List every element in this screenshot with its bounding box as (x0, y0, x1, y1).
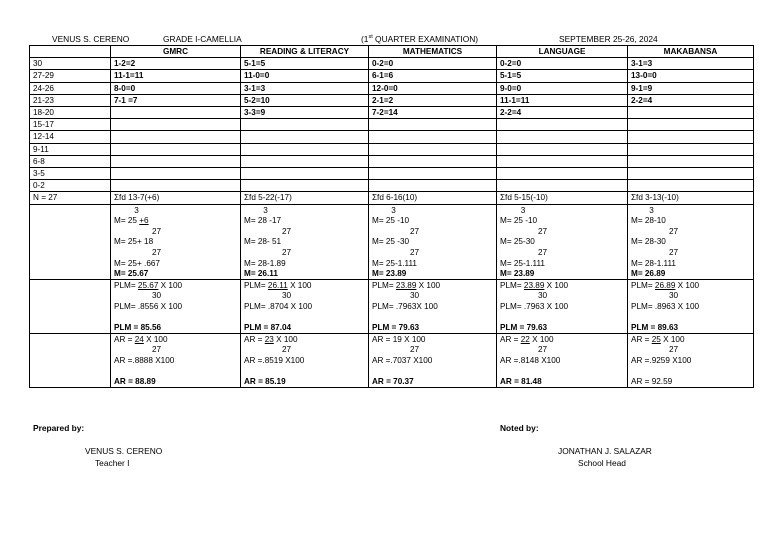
score-range-row (30, 107, 754, 119)
score-cell (111, 180, 241, 192)
score-cell: 6-1=6 (369, 70, 497, 82)
teacher-name: VENUS S. CERENO (52, 34, 130, 44)
score-cell: 0-2=0 (369, 58, 497, 70)
score-range-row (30, 58, 754, 70)
spacer (114, 366, 237, 377)
sum-fd-row (30, 192, 754, 204)
score-cell (628, 143, 754, 155)
ar-computation-row (30, 333, 754, 387)
divisor-line: 30 (410, 291, 420, 301)
plm-computation-cell (628, 279, 754, 333)
spacer (372, 312, 493, 323)
divisor-line: 27 (669, 345, 679, 355)
plm-computation-cell (111, 279, 241, 333)
preparer-name: VENUS S. CERENO (85, 446, 163, 456)
mean-formula-line: M= 25 +6 (114, 216, 149, 226)
score-cell: 5-2=10 (241, 94, 369, 106)
ar-result: AR = 70.37 (372, 377, 414, 387)
sum-fd-cell: Ʃfd 5-22(-17) (241, 192, 369, 204)
score-cell: 9-0=0 (497, 82, 628, 94)
spacer (372, 366, 493, 377)
plm-formula-line: PLM= .7963X 100 (372, 301, 438, 311)
score-cell (111, 143, 241, 155)
score-cell: 11-0=0 (241, 70, 369, 82)
score-cell: 2-1=2 (369, 94, 497, 106)
score-range-row (30, 94, 754, 106)
mean-formula-line: M= 25 -10 (372, 216, 410, 226)
score-cell: 11-1=11 (497, 94, 628, 106)
prepared-by-label: Prepared by: (33, 423, 85, 433)
mean-result: M= 23.89 (500, 269, 535, 279)
mean-formula-line: M= 28-1.111 (631, 258, 676, 268)
divisor-line: 27 (669, 226, 679, 236)
divisor-line: 30 (152, 291, 162, 301)
score-range-row (30, 180, 754, 192)
score-cell: 5-1=5 (497, 70, 628, 82)
mean-computation-cell (628, 204, 754, 279)
divisor-line: 30 (669, 291, 679, 301)
empty-label-cell (30, 333, 111, 387)
mean-formula-line: M= 28-10 (631, 216, 666, 226)
plm-formula-line: PLM= 26.89 X 100 (631, 280, 700, 290)
plm-computation-cell (241, 279, 369, 333)
score-cell (628, 180, 754, 192)
ar-result: AR = 92.59 (631, 377, 673, 387)
divisor-line: 3 (649, 205, 654, 215)
ar-computation-cell (369, 333, 497, 387)
score-cell (369, 119, 497, 131)
score-range-label: 30 (30, 58, 111, 70)
score-cell (111, 168, 241, 180)
score-cell: 11-1=11 (111, 70, 241, 82)
divisor-line: 27 (282, 248, 292, 258)
score-cell: 2-2=4 (628, 94, 754, 106)
divisor-line: 30 (282, 291, 292, 301)
score-cell (111, 131, 241, 143)
item-analysis-table (29, 45, 754, 388)
mean-result: M= 26.89 (631, 269, 666, 279)
noted-by-label: Noted by: (500, 423, 539, 433)
column-header: MAKABANSA (628, 46, 754, 58)
score-cell (497, 119, 628, 131)
spacer (500, 366, 624, 377)
score-cell (241, 180, 369, 192)
mean-formula-line: M= 25 -30 (372, 237, 410, 247)
score-cell (628, 131, 754, 143)
score-cell: 1-2=2 (111, 58, 241, 70)
score-range-row (30, 168, 754, 180)
plm-formula-line: PLM= .8963 X 100 (631, 301, 700, 311)
ar-result: AR = 81.48 (500, 377, 542, 387)
score-range-label: 9-11 (30, 143, 111, 155)
ar-formula-line: AR = 19 X 100 (372, 334, 426, 344)
sum-fd-cell: Ʃfd 3-13(-10) (628, 192, 754, 204)
score-cell (111, 155, 241, 167)
score-cell (497, 155, 628, 167)
divisor-line: 27 (538, 248, 548, 258)
divisor-line: 3 (520, 205, 526, 215)
ar-computation-cell (241, 333, 369, 387)
ar-formula-line: AR =.9259 X100 (631, 355, 692, 365)
mean-result: M= 23.89 (372, 269, 407, 279)
score-range-row (30, 119, 754, 131)
score-range-label: 0-2 (30, 180, 111, 192)
plm-computation-row (30, 279, 754, 333)
preparer-title: Teacher I (95, 458, 130, 468)
score-range-label: 27-29 (30, 70, 111, 82)
divisor-line: 27 (538, 226, 548, 236)
score-range-label: 21-23 (30, 94, 111, 106)
score-cell (497, 180, 628, 192)
ar-formula-line: AR = 24 X 100 (114, 334, 168, 344)
spacer (500, 312, 624, 323)
score-range-label: 15-17 (30, 119, 111, 131)
score-cell (369, 168, 497, 180)
ar-computation-cell (111, 333, 241, 387)
sum-fd-cell: Ʃfd 5-15(-10) (497, 192, 628, 204)
score-cell (241, 168, 369, 180)
score-cell (241, 131, 369, 143)
divisor-line: 27 (669, 248, 679, 258)
plm-computation-cell (369, 279, 497, 333)
mean-computation-row (30, 204, 754, 279)
head-name: JONATHAN J. SALAZAR (558, 446, 652, 456)
spacer (114, 312, 237, 323)
divisor-line: 3 (391, 205, 396, 215)
score-cell (628, 155, 754, 167)
plm-formula-line: PLM= 23.89 X 100 (372, 280, 441, 290)
spacer (244, 366, 365, 377)
plm-result: PLM = 85.56 (114, 323, 162, 333)
score-range-label: 18-20 (30, 107, 111, 119)
corner-cell (30, 46, 111, 58)
score-cell (111, 119, 241, 131)
score-cell: 2-2=4 (497, 107, 628, 119)
mean-formula-line: M= 25-1.111 (500, 258, 545, 268)
mean-formula-line: M= 28-1.89 (244, 258, 286, 268)
divisor-line: 27 (282, 226, 292, 236)
table-header-row (30, 46, 754, 58)
score-cell: 12-0=0 (369, 82, 497, 94)
divisor-line: 27 (410, 226, 420, 236)
score-cell (497, 143, 628, 155)
plm-result: PLM = 79.63 (500, 323, 548, 333)
plm-result: PLM = 89.63 (631, 323, 679, 333)
plm-formula-line: PLM= .7963 X 100 (500, 301, 569, 311)
score-cell: 9-1=9 (628, 82, 754, 94)
score-range-row (30, 70, 754, 82)
score-range-row (30, 155, 754, 167)
score-range-label: 6-8 (30, 155, 111, 167)
plm-formula-line: PLM= .8704 X 100 (244, 301, 313, 311)
ar-formula-line: AR =.8148 X100 (500, 355, 561, 365)
divisor-line: 3 (134, 205, 139, 215)
column-header: READING & LITERACY (241, 46, 369, 58)
sum-fd-cell: Ʃfd 6-16(10) (369, 192, 497, 204)
exam-title: (1st QUARTER EXAMINATION) (361, 34, 479, 44)
score-cell: 3-1=3 (241, 82, 369, 94)
score-cell (111, 107, 241, 119)
ar-formula-line: AR =.8888 X100 (114, 355, 175, 365)
score-range-label: 12-14 (30, 131, 111, 143)
plm-formula-line: PLM= 25.67 X 100 (114, 280, 183, 290)
spacer (244, 312, 365, 323)
ar-formula-line: AR = 23 X 100 (244, 334, 298, 344)
spacer (631, 366, 750, 377)
score-range-label: 3-5 (30, 168, 111, 180)
empty-label-cell (30, 204, 111, 279)
divisor-line: 3 (263, 205, 268, 215)
sum-fd-cell: Ʃfd 13-7(+6) (111, 192, 241, 204)
ar-formula-line: AR = 25 X 100 (631, 334, 685, 344)
ar-formula-line: AR =.7037 X100 (372, 355, 433, 365)
ar-result: AR = 88.89 (114, 377, 156, 387)
mean-formula-line: M= 25-30 (500, 237, 535, 247)
head-title: School Head (578, 458, 626, 468)
plm-formula-line: PLM= 23.89 X 100 (500, 280, 569, 290)
score-cell (628, 107, 754, 119)
score-range-label: 24-26 (30, 82, 111, 94)
score-range-row (30, 143, 754, 155)
divisor-line: 27 (410, 248, 420, 258)
score-cell: 3-3=9 (241, 107, 369, 119)
spacer (631, 312, 750, 323)
score-cell: 3-1=3 (628, 58, 754, 70)
divisor-line: 27 (152, 345, 162, 355)
score-cell (369, 155, 497, 167)
column-header: GMRC (111, 46, 241, 58)
score-cell (369, 180, 497, 192)
score-cell (241, 143, 369, 155)
mean-computation-cell (111, 204, 241, 279)
score-cell (369, 131, 497, 143)
mean-computation-cell (369, 204, 497, 279)
exam-date: SEPTEMBER 25-26, 2024 (559, 34, 658, 44)
score-cell (241, 155, 369, 167)
plm-computation-cell (497, 279, 628, 333)
score-range-row (30, 82, 754, 94)
score-cell (369, 143, 497, 155)
mean-formula-line: M= 25+ 18 (114, 237, 154, 247)
mean-formula-line: M= 25+ .667 (114, 258, 160, 268)
mean-result: M= 26.11 (244, 269, 278, 279)
score-cell (628, 168, 754, 180)
divisor-line: 27 (282, 345, 292, 355)
ar-result: AR = 85.19 (244, 377, 286, 387)
score-cell: 5-1=5 (241, 58, 369, 70)
mean-computation-cell (497, 204, 628, 279)
plm-formula-line: PLM= 26.11 X 100 (244, 280, 312, 290)
score-cell: 7-2=14 (369, 107, 497, 119)
score-cell: 7-1 =7 (111, 94, 241, 106)
ar-formula-line: AR =.8519 X100 (244, 355, 305, 365)
column-header: MATHEMATICS (369, 46, 497, 58)
divisor-line: 30 (538, 291, 548, 301)
ar-formula-line: AR = 22 X 100 (500, 334, 554, 344)
score-cell: 13-0=0 (628, 70, 754, 82)
empty-label-cell (30, 279, 111, 333)
divisor-line: 27 (410, 345, 420, 355)
score-cell (497, 168, 628, 180)
mean-formula-line: M= 28- 51 (244, 237, 282, 247)
score-cell (241, 119, 369, 131)
ar-computation-cell (628, 333, 754, 387)
mean-formula-line: M= 28 -17 (244, 216, 282, 226)
score-cell: 0-2=0 (497, 58, 628, 70)
divisor-line: 27 (538, 345, 548, 355)
grade-section: GRADE I-CAMELLIA (163, 34, 242, 44)
mean-formula-line: M= 25 -10 (500, 216, 538, 226)
plm-result: PLM = 87.04 (244, 323, 292, 333)
score-range-row (30, 131, 754, 143)
score-cell: 8-0=0 (111, 82, 241, 94)
divisor-line: 27 (152, 248, 162, 258)
score-cell (497, 131, 628, 143)
mean-formula-line: M= 28-30 (631, 237, 666, 247)
score-cell (628, 119, 754, 131)
plm-formula-line: PLM= .8556 X 100 (114, 301, 183, 311)
divisor-line: 27 (152, 226, 162, 236)
mean-result: M= 25.67 (114, 269, 149, 279)
mean-formula-line: M= 25-1.111 (372, 258, 417, 268)
ar-computation-cell (497, 333, 628, 387)
n-label: N = 27 (30, 192, 111, 204)
plm-result: PLM = 79.63 (372, 323, 420, 333)
mean-computation-cell (241, 204, 369, 279)
column-header: LANGUAGE (497, 46, 628, 58)
